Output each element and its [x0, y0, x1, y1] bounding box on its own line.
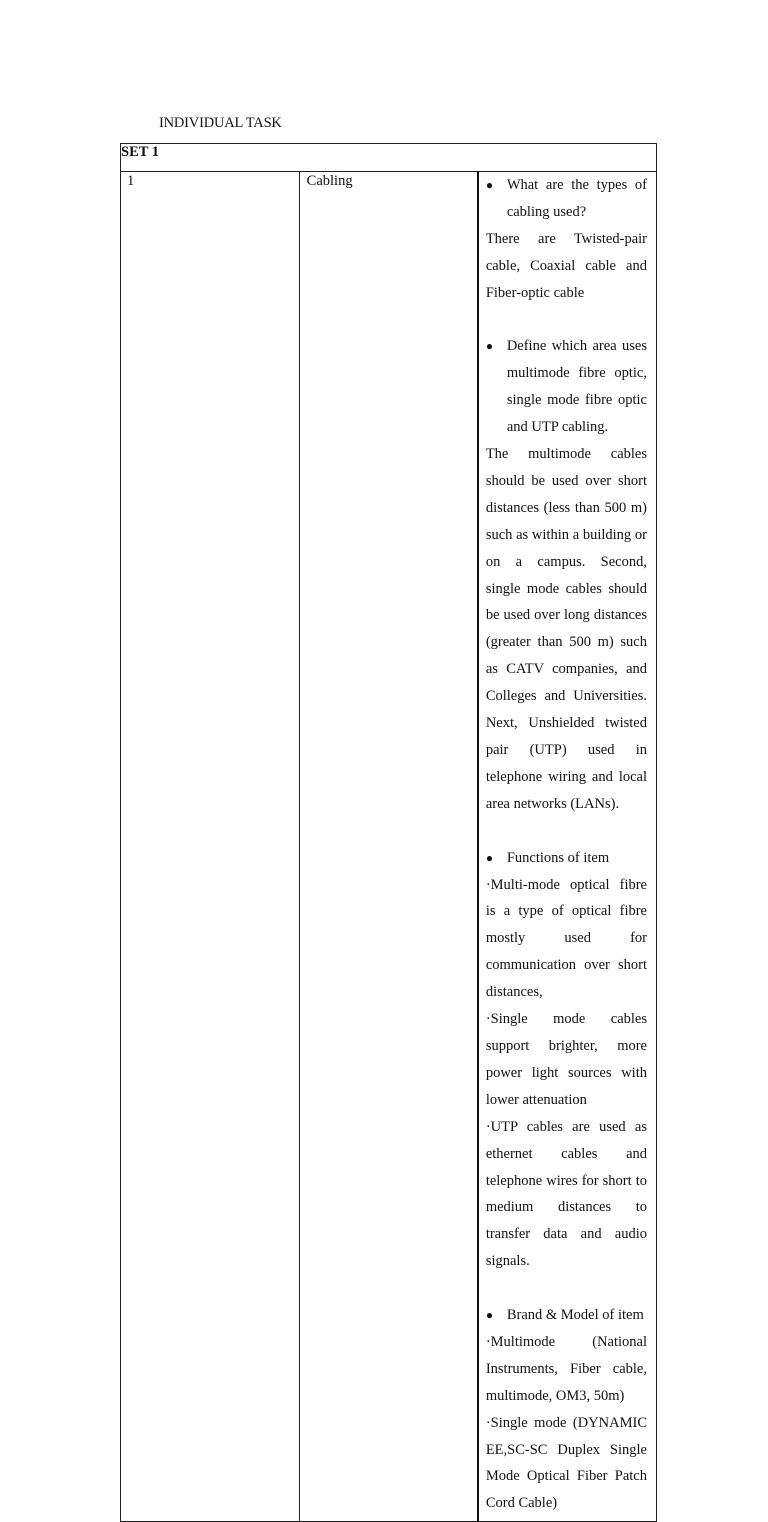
row-content [478, 172, 657, 1522]
answer-paragraph: ·Single mode cables support brighter, more power light sources with lower attenuation [485, 1011, 647, 1108]
answer-paragraph: ·Multi-mode optical fibre is a type of optical fibre mostly used for communication over short distances, [485, 876, 647, 1001]
bullet-icon: ● [485, 178, 494, 192]
task-table [120, 143, 657, 1522]
answer-paragraph: There are Twisted-pair cable, Coaxial cable and Fiber-optic cable [485, 230, 647, 301]
table-row [121, 172, 657, 1522]
page-heading: INDIVIDUAL TASK [159, 115, 282, 131]
set-header-row [121, 144, 657, 172]
answer-paragraph: ·Single mode (DYNAMIC EE,SC-SC Duplex Single Mode Optical Fiber Patch Cord Cable) [485, 1414, 647, 1512]
row-item: Cabling [299, 172, 478, 1522]
question-4 [486, 1302, 647, 1329]
answer-paragraph: ·UTP cables are used as ethernet cables and telephone wires for short to medium distances to transfer data and audio signals. [485, 1118, 647, 1270]
question-text: Brand & Model of item [506, 1307, 644, 1324]
question-text: Define which area uses multimode fibre optic, single mode fibre optic and UTP cabling. [506, 338, 647, 436]
question-1 [486, 172, 647, 226]
question-text: What are the types of cabling used? [506, 177, 647, 220]
question-3 [486, 845, 647, 872]
row-number: 1 [121, 172, 300, 1522]
question-2 [486, 333, 647, 441]
bullet-icon: ● [485, 850, 494, 865]
answer-paragraph: ·Multimode (National Instruments, Fiber cable, multimode, OM3, 50m) [485, 1333, 647, 1404]
set-label: SET 1 [121, 144, 657, 172]
bullet-icon: ● [485, 339, 494, 354]
answer-paragraph: The multimode cables should be used over short distances (less than 500 m) such as within a building or on a campus. Second, single mode cables should be used over long distances (greater than 500 m) such as CATV companies, and Colleges and Universities. Next, Unshielded twisted pair (UTP) used in telephone wiring and local area networks (LANs). [485, 446, 647, 812]
bullet-icon: ● [485, 1308, 494, 1323]
question-text: Functions of item [506, 849, 610, 866]
